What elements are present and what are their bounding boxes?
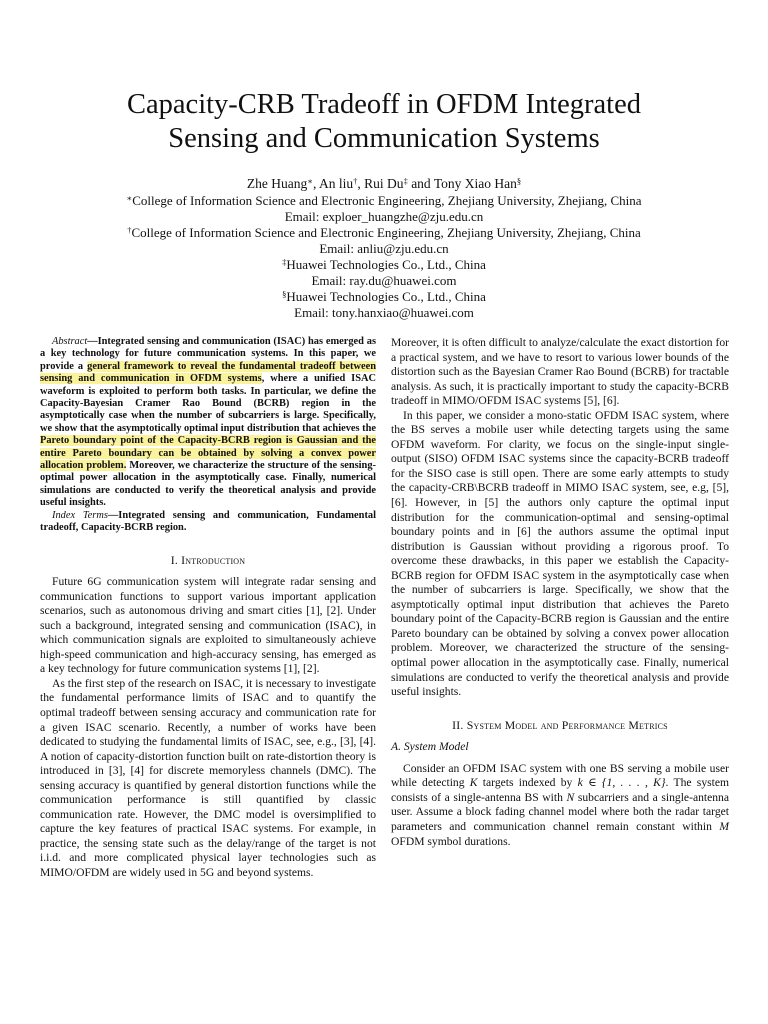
intro-paragraph-4: In this paper, we consider a mono-static OFDM ISAC system, where the BS serves a mobile user while detecting targets using the same OFDM waveform. For clarity, we focus on the single-input single-output (SISO) OFDM ISAC systems since the capacity-BCRB tradeoff for the SISO case is still open. There are some early attempts to study the capacity-CRB\BCRB tradeoff in MIMO ISAC system, see, e.g, [5], [6]. However, in [5] the authors only capture the optimal input distribution for the communication-optimal and sensing-optimal boundary points and in [6] the authors assume the optimal input distribution is Gaussian without providing a rigorous proof. To overcome these drawbacks, in this paper we establish the Capacity-BCRB region for OFDM ISAC system in the asymptotically case when the number of subcarriers is large. Specifically, we show that the asymptotically optimal input distribution that achieves the Pareto boundary point of the Capacity-BCRB region is Gaussian and the entire Pareto boundary can be obtained by solving a convex power allocation problem. Moreover, we characterized the structure of the sensing-optimal power allocation in the asymptotically case. Finally, numerical simulations are conducted to verify the theoretical analysis and provide useful insights. xyxy=(391,408,729,699)
index-terms-label: Index Terms xyxy=(52,509,108,521)
intro-paragraph-2: As the first step of the research on ISAC, it is necessary to investigate the fundamental performance limits of ISAC and to quantify the optimal tradeoff between sensing accuracy and communication rate for a given ISAC scenario. Recently, a number of works have been dedicated to studying the fundamental limits of ISAC, see, e.g., [3], [4]. A notion of capacity-distortion function built on rate-distortion theory is introduced in [3], [4] for discrete memoryless channels (DMC). The sensing accuracy is quantified by general distortion functions while the communication performance is still quantified by classic communication rate. However, the DMC model is oversimplified to capture the key features of practical ISAC systems. For example, in practice, the sensing state such as the delay/range of the target is not i.i.d. and more complicated physical layer technologies such as MIMO/OFDM are widely used in 5G and beyond systems. xyxy=(40,676,376,879)
math-K: K xyxy=(469,776,478,790)
author-2-mark: † xyxy=(353,176,358,186)
abstract-text-2: , where a unified ISAC waveform is exploited to perform both tasks. In particular, we define the Capacity-Bayesian Cramer Rao Bound (BCRB) region in the asymptotically case when the number of subcarriers is large. Specifically, we show that the asymptotically optimal input distribution that achieves the xyxy=(40,373,376,434)
affiliation-1-mark: ∗ xyxy=(126,193,133,203)
author-4: Tony Xiao Han xyxy=(433,176,517,191)
email-4: Email: tony.hanxiao@huawei.com xyxy=(294,305,474,320)
highlight-1: general framework to reveal the fundamental tradeoff between sensing and communication in OFDM systems xyxy=(40,360,377,385)
subsection-heading: A. System Model xyxy=(391,740,469,754)
affiliation-1 xyxy=(60,193,708,209)
sm-text-5: OFDM symbol durations. xyxy=(391,834,511,848)
email-2: Email: anliu@zju.edu.cn xyxy=(319,241,449,256)
author-4-mark: § xyxy=(516,176,522,186)
system-model-paragraph xyxy=(391,762,729,849)
left-column xyxy=(40,336,376,881)
affiliation-2 xyxy=(60,225,708,241)
title-line-1: Capacity-CRB Tradeoff in OFDM Integrated xyxy=(126,89,641,120)
author-3: Rui Du xyxy=(364,176,404,191)
highlight-2: Pareto boundary point of the Capacity-BCRB region is Gaussian and the entire Pareto boundary can be obtained by solving a convex power allocation problem. xyxy=(40,435,376,472)
email-3: Email: ray.du@huawei.com xyxy=(311,273,457,288)
math-k-set: k ∈ {1, . . . , K} xyxy=(577,776,666,790)
abstract-text-1: —Integrated sensing and communication (ISAC) has emerged as a key technology for future communication systems. In this paper, we provide a xyxy=(40,336,376,372)
math-M: M xyxy=(719,819,729,833)
sm-text-1: Consider an OFDM ISAC system with one BS serving a mobile user while detecting xyxy=(391,761,729,790)
abstract-text-3: Moreover, we characterize the structure of the sensing-optimal power allocation in the asymptotically case. Finally, numerical simulations are conducted to verify the theoretical analysis and provide useful insights. xyxy=(40,460,376,509)
right-column xyxy=(391,336,729,849)
section-1-heading: I. Introduction xyxy=(170,552,246,567)
email-1: Email: exploer_huangzhe@zju.edu.cn xyxy=(284,209,484,224)
index-terms xyxy=(40,510,376,535)
author-1-mark: ∗ xyxy=(307,176,314,186)
intro-paragraph-3: Moreover, it is often difficult to analyze/calculate the exact distortion for a practical system, and we have to resort to various lower bounds of the distortion such as the Bayesian Cramer Rao Bound (BCRB) for tractable analysis. As such, it is practically important to study the capacity-BCRB tradeoff in MIMO/OFDM ISAC systems [5], [6]. xyxy=(391,336,729,408)
author-3-mark: ‡ xyxy=(403,176,408,186)
math-N: N xyxy=(566,790,575,804)
index-terms-text: —Integrated sensing and communication, Fundamental tradeoff, Capacity-BCRB region. xyxy=(40,509,376,534)
author-2: An liu xyxy=(319,176,354,191)
affiliation-4-text: Huawei Technologies Co., Ltd., China xyxy=(286,289,486,304)
affiliation-1-text: College of Information Science and Electronic Engineering, Zhejiang University, Zhejiang, China xyxy=(132,193,642,208)
sm-text-4: subcarriers and a single-antenna user. Assume a block fading channel model where both the radar target parameters and communication channel remain constant within xyxy=(391,790,729,833)
abstract xyxy=(40,336,376,535)
affiliation-2-mark: † xyxy=(127,225,132,235)
author-1: Zhe Huang xyxy=(246,176,308,191)
affiliation-3-text: Huawei Technologies Co., Ltd., China xyxy=(286,257,486,272)
abstract-label: Abstract xyxy=(52,336,88,347)
affiliation-4-mark: § xyxy=(282,289,287,299)
paper-title xyxy=(60,88,708,156)
sm-text-3: . The system consists of a single-antenna BS with xyxy=(391,776,730,804)
affiliation-4 xyxy=(60,289,708,305)
affiliation-2-text: College of Information Science and Electronic Engineering, Zhejiang University, Zhejiang, China xyxy=(131,225,641,240)
author-names: Zhe Huang∗, An liu†, Rui Du‡ and Tony Xiao Han§ xyxy=(246,176,522,191)
author-block xyxy=(60,176,708,321)
title-line-2: Sensing and Communication Systems xyxy=(168,123,600,154)
sm-text-2: targets indexed by xyxy=(477,776,578,790)
abstract-paragraph xyxy=(40,336,376,510)
affiliation-3 xyxy=(60,257,708,273)
intro-paragraph-1: Future 6G communication system will integrate radar sensing and communication functions to support various important application scenarios, such as autonomous driving and smart cities [1], [2]. Under such a background, integrated sensing and communication (ISAC), in which communication signals are exploited to simultaneously achieve high-speed communication and high-accuracy sensing, has emerged as a key technology for future communication systems [1], [2]. xyxy=(40,575,376,676)
affiliation-3-mark: ‡ xyxy=(282,257,287,267)
section-2-heading: II. System Model and Performance Metrics xyxy=(452,717,668,732)
author-and: and xyxy=(411,176,431,191)
